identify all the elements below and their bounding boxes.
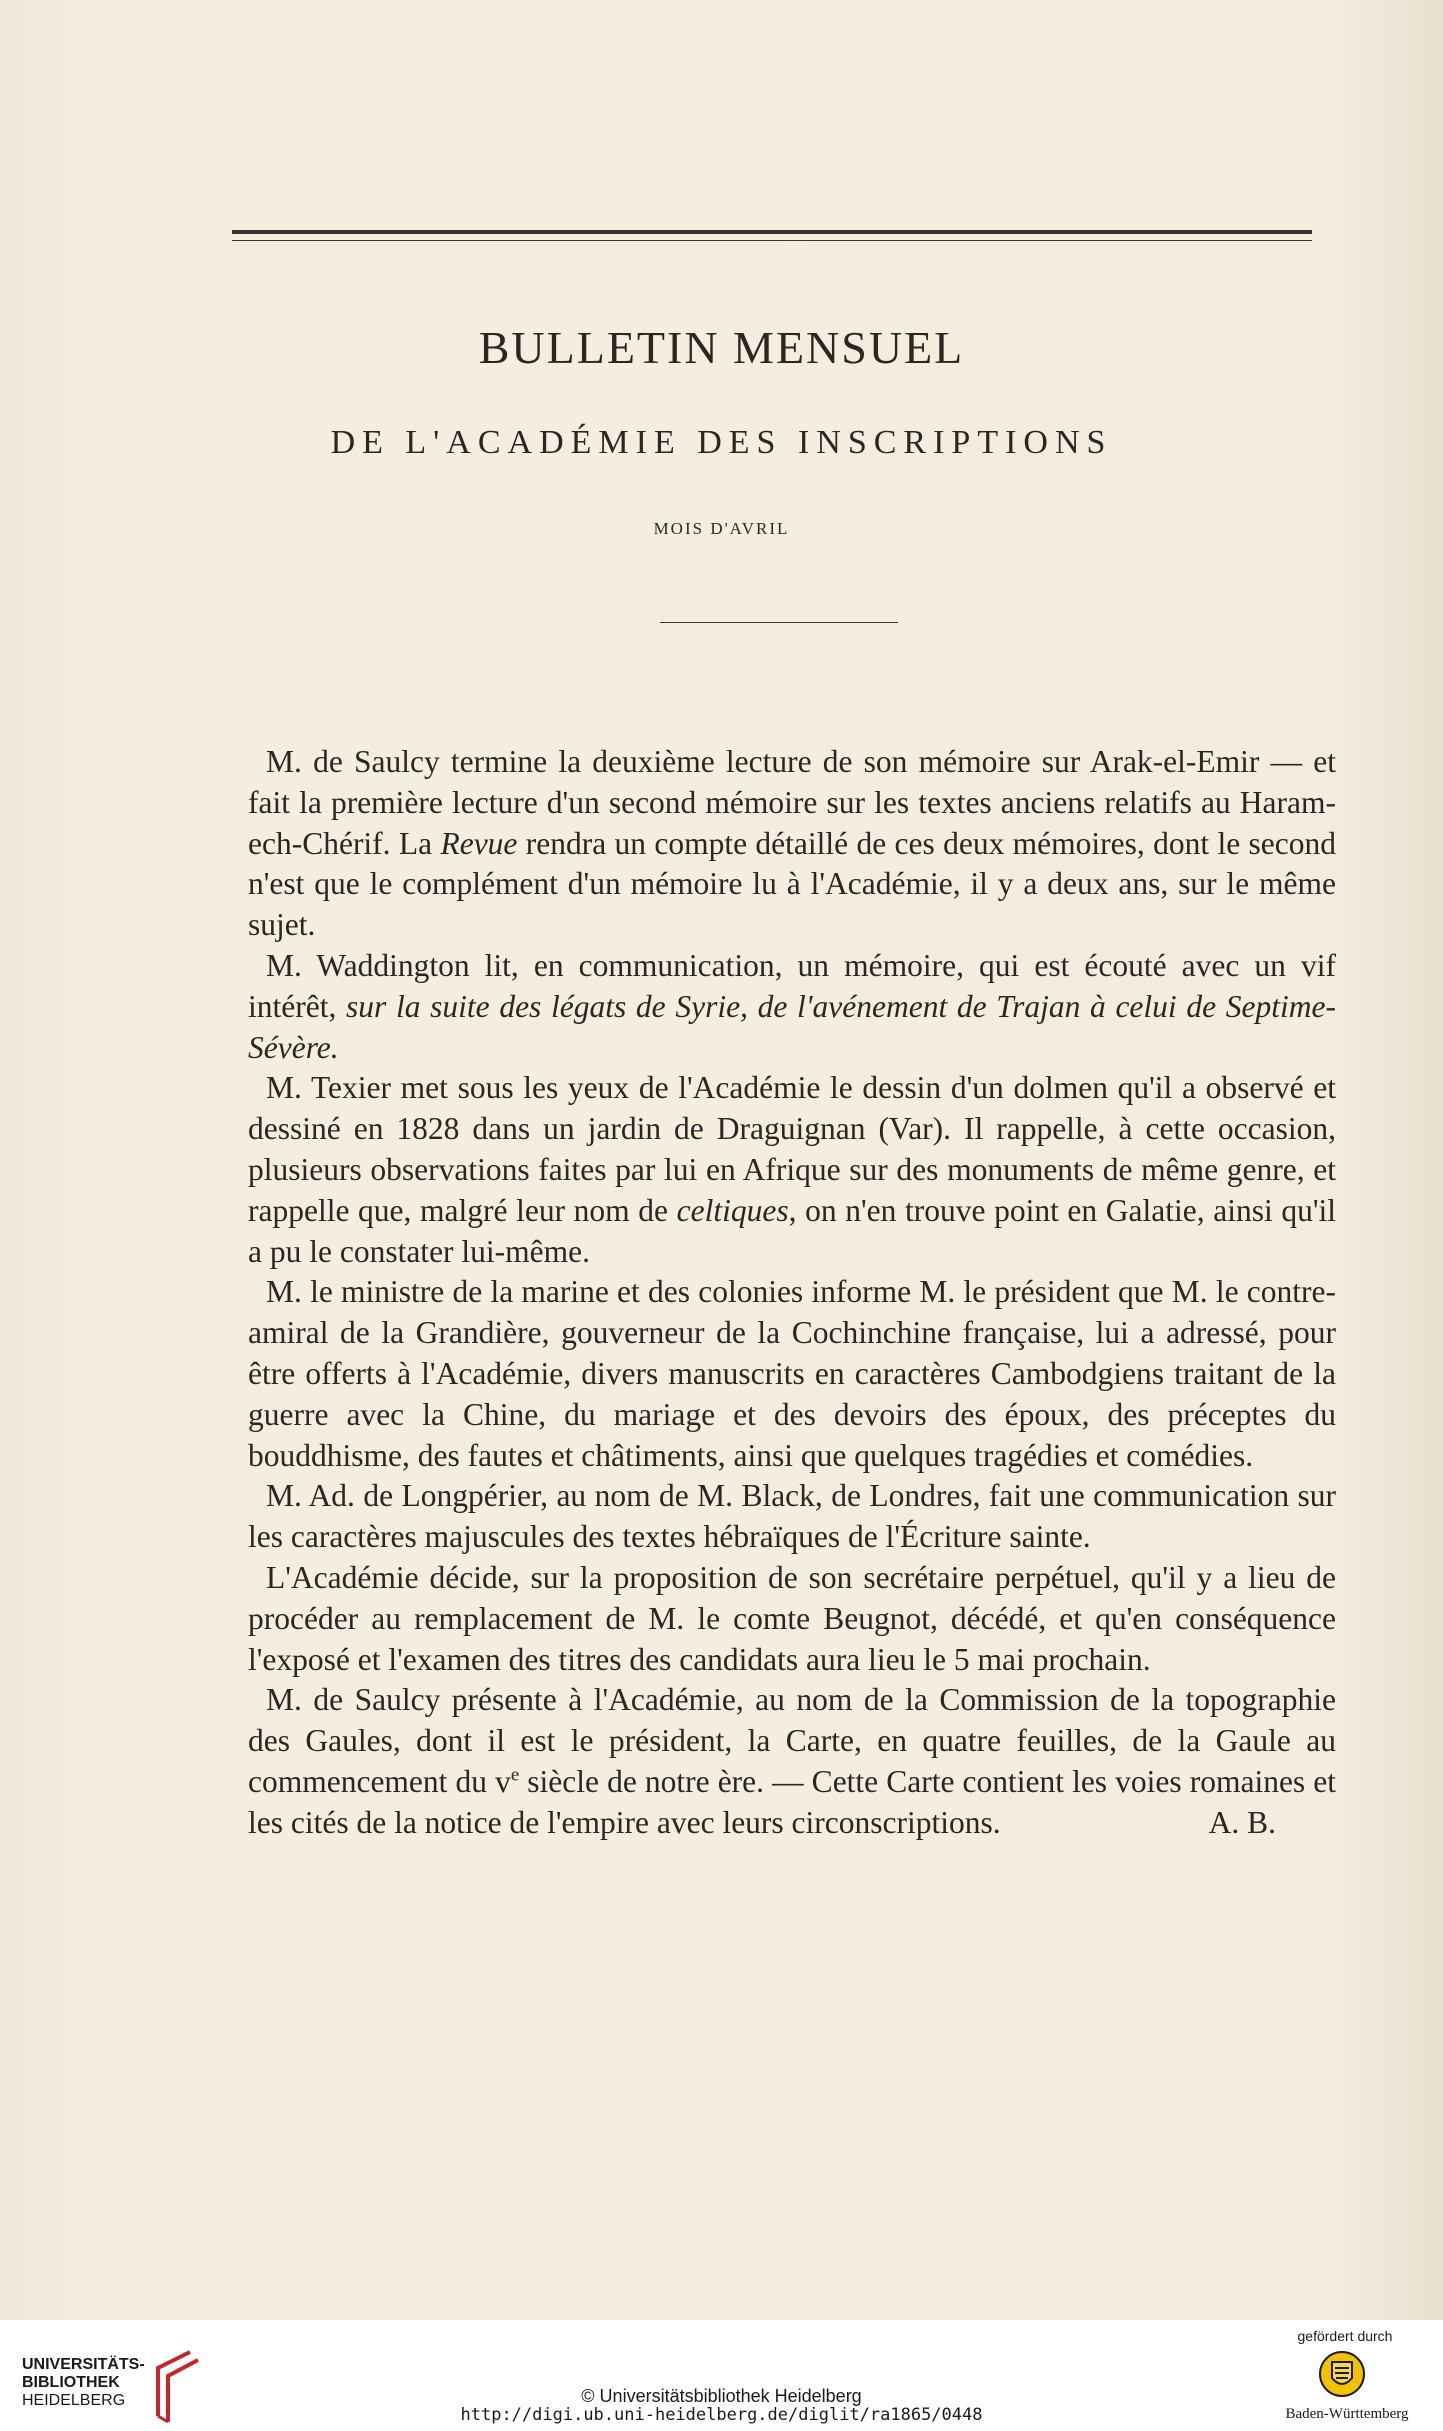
text-run: rendra un compte détaillé de ces deux mémoires, dont le second n'est que le complément d'un mémoire lu à l'Académie, il y a deux ans, sur le même sujet. <box>248 825 1336 943</box>
sponsor-label: gefördert durch <box>1297 2328 1393 2344</box>
superscript-text: e <box>510 1764 520 1786</box>
text-run: , on n'en trouve point en Galatie, ainsi qu'il a pu le constater lui-même. <box>248 1192 1336 1269</box>
paragraph <box>248 946 1336 1068</box>
digitization-footer <box>0 2320 1443 2431</box>
text-run: M. de Saulcy termine la deuxième lecture de son mémoire sur Arak-el-Emir — et fait la première lecture d'un second mémoire sur les textes anciens relatifs au Haram-ech-Chérif. La <box>248 744 1336 861</box>
italic-text: Revue <box>440 825 518 861</box>
text-run: L'Académie décide, sur la proposition de son secrétaire perpétuel, qu'il y a lieu de procéder au remplacement de M. le comte Beugnot, décédé, et qu'en conséquence l'exposé et l'examen des titres des candidats aura lieu le 5 mai prochain. <box>248 1559 1336 1677</box>
library-name-line1: UNIVERSITÄTS- <box>22 2356 145 2373</box>
header-rule-thick <box>232 230 1312 234</box>
title-separator-rule <box>660 622 898 623</box>
paragraph <box>248 1068 1336 1272</box>
paragraph <box>248 1272 1336 1476</box>
text-run: M. Waddington lit, en communication, un mémoire, qui est écouté avec un vif intérêt, <box>248 947 1336 1024</box>
signature: A. B. <box>1208 1804 1276 1840</box>
sponsor-name: Baden-Württemberg <box>1285 2406 1409 2422</box>
header-rule-thin <box>232 240 1312 241</box>
permalink-url[interactable]: http://digi.ub.uni-heidelberg.de/diglit/ra1865/0448 <box>460 2405 983 2425</box>
text-run: M. Ad. de Longpérier, au nom de M. Black, de Londres, fait une communication sur les caractères majuscules des textes hébraïques de l'Écriture sainte. <box>248 1478 1336 1555</box>
italic-text: sur la suite des légats de Syrie, de l'avénement de Trajan à celui de Septime-Sévère. <box>248 988 1336 1065</box>
library-name-line3: HEIDELBERG <box>22 2392 126 2409</box>
text-run: siècle de notre ère. — Cette Carte contient les voies romaines et les cités de la notice de l'empire avec leurs circonscriptions. <box>248 1763 1336 1840</box>
copyright-text: © Universitätsbibliothek Heidelberg <box>581 2386 862 2406</box>
coat-of-arms-icon <box>1318 2350 1366 2398</box>
paragraph <box>248 1680 1336 1843</box>
bulletin-month: MOIS D'AVRIL <box>653 519 790 538</box>
text-run: M. le ministre de la marine et des colonies informe M. le président que M. le contre-amiral de la Grandière, gouverneur de la Cochinchine française, lui a adressé, pour être offerts à l'Académie, divers manuscrits en caractères Cambodgiens traitant de la guerre avec la Chine, du mariage et des devoirs des époux, des préceptes du bouddhisme, des fautes et châtiments, ainsi que quelques tragédies et comédies. <box>248 1274 1336 1473</box>
article-body <box>248 742 1336 1844</box>
paragraph <box>248 1476 1336 1558</box>
text-run: M. de Saulcy présente à l'Académie, au nom de la Commission de la topographie des Gaules, dont il est le président, la Carte, en quatre feuilles, de la Gaule au commencement du v <box>248 1682 1336 1799</box>
bulletin-subtitle: DE L'ACADÉMIE DES INSCRIPTIONS <box>330 424 1113 461</box>
paragraph <box>248 1558 1336 1680</box>
library-name-line2: BIBLIOTHEK <box>22 2374 120 2391</box>
paragraph <box>248 742 1336 946</box>
bulletin-title: BULLETIN MENSUEL <box>478 322 965 373</box>
italic-text: celtiques <box>676 1192 789 1228</box>
text-run: M. Texier met sous les yeux de l'Académie le dessin d'un dolmen qu'il a observé et dessiné en 1828 dans un jardin de Draguignan (Var). Il rappelle, à cette occasion, plusieurs observations faites par lui en Afrique sur des monuments de même genre, et rappelle que, malgré leur nom de <box>248 1070 1336 1228</box>
footer-credits <box>0 2387 1443 2425</box>
